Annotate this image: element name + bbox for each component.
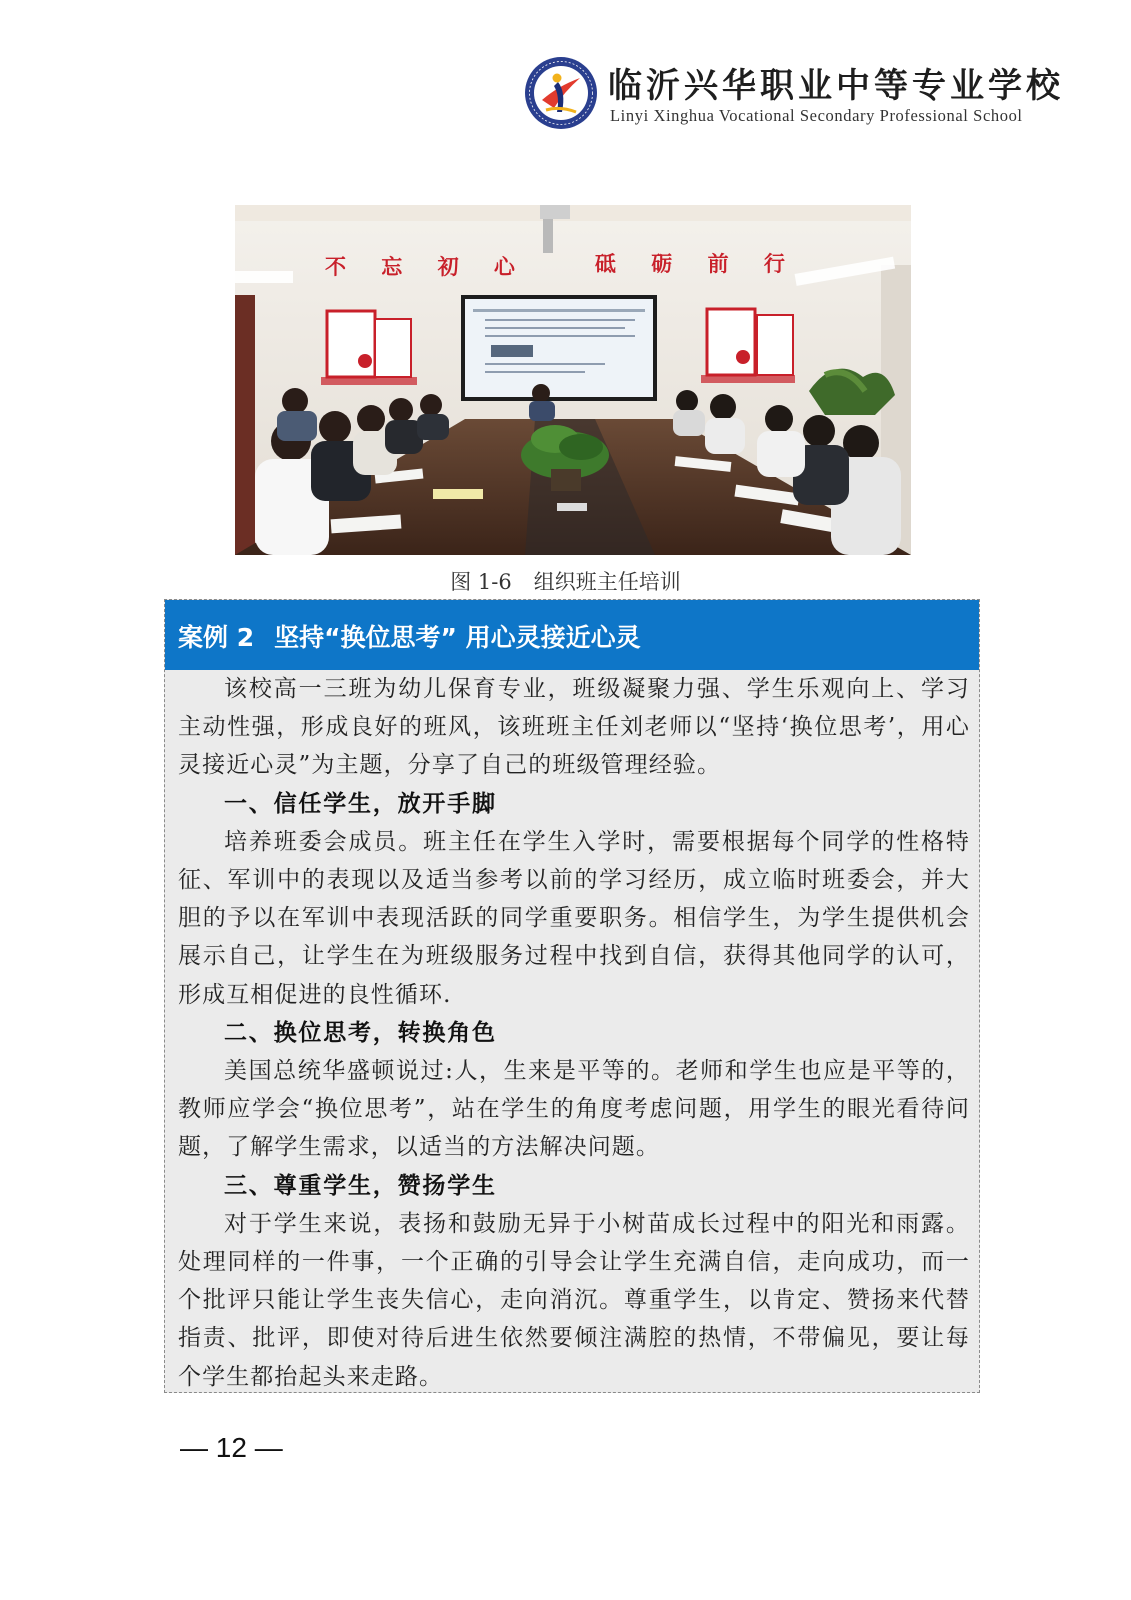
banner-right-text: 砥 砺 前 行 [595, 251, 799, 276]
case-study-box [164, 599, 980, 1393]
case-label: 案例 2 [178, 623, 255, 652]
school-name-cn: 临沂兴华职业中等专业学校 [608, 66, 1064, 106]
page-header [524, 52, 1084, 132]
case-paragraph-intro: 该校高一三班为幼儿保育专业，班级凝聚力强、学生乐观向上、学习主动性强，形成良好的班风，该班班主任刘老师以“坚持‘换位思考’，用心灵接近心灵”为主题，分享了自己的班级管理经验。 [178, 676, 970, 779]
case-section-heading-2: 二、换位思考，转换角色 [224, 1018, 497, 1046]
case-section-heading-3: 三、尊重学生，赞扬学生 [224, 1171, 497, 1199]
case-section-heading-1: 一、信任学生，放开手脚 [224, 789, 497, 817]
school-logo [524, 56, 598, 130]
school-name-en: Linyi Xinghua Vocational Secondary Professional School [610, 106, 1023, 125]
training-photo-illustration [235, 205, 911, 555]
figure-title: 组织班主任培训 [533, 570, 681, 594]
case-paragraph-1: 培养班委会成员。班主任在学生入学时，需要根据每个同学的性格特征、军训中的表现以及适当参考以前的学习经历，成立临时班委会，并大胆的予以在军训中表现活跃的同学重要职务。相信学生，为学生提供机会展示自己，让学生在为班级服务过程中找到自信，获得其他同学的认可，形成互相促进的良性循环. [178, 828, 970, 1008]
case-header [165, 600, 979, 670]
case-paragraph-2: 美国总统华盛顿说过:人，生来是平等的。老师和学生也应是平等的，教师应学会“换位思考”，站在学生的角度考虑问题，用学生的眼光看待问题，了解学生需求，以适当的方法解决问题。 [178, 1058, 970, 1161]
figure-number: 图 1-6 [450, 570, 512, 594]
case-title: 坚持“换位思考” 用心灵接近心灵 [274, 623, 641, 652]
banner-left-text: 不 忘 初 心 [325, 254, 529, 279]
page-number: — 12 — [180, 1432, 283, 1463]
case-paragraph-3: 对于学生来说，表扬和鼓励无异于小树苗成长过程中的阳光和雨露。处理同样的一件事，一个正确的引导会让学生充满自信，走向成功，而一个批评只能让学生丧失信心，走向消沉。尊重学生，以肯定、赞扬来代替指责、批评，即使对待后进生依然要倾注满腔的热情，不带偏见，要让每个学生都抬起头来走路。 [178, 1210, 970, 1390]
case-body [178, 670, 970, 1396]
training-photo [235, 205, 911, 555]
figure-caption [0, 566, 1131, 596]
